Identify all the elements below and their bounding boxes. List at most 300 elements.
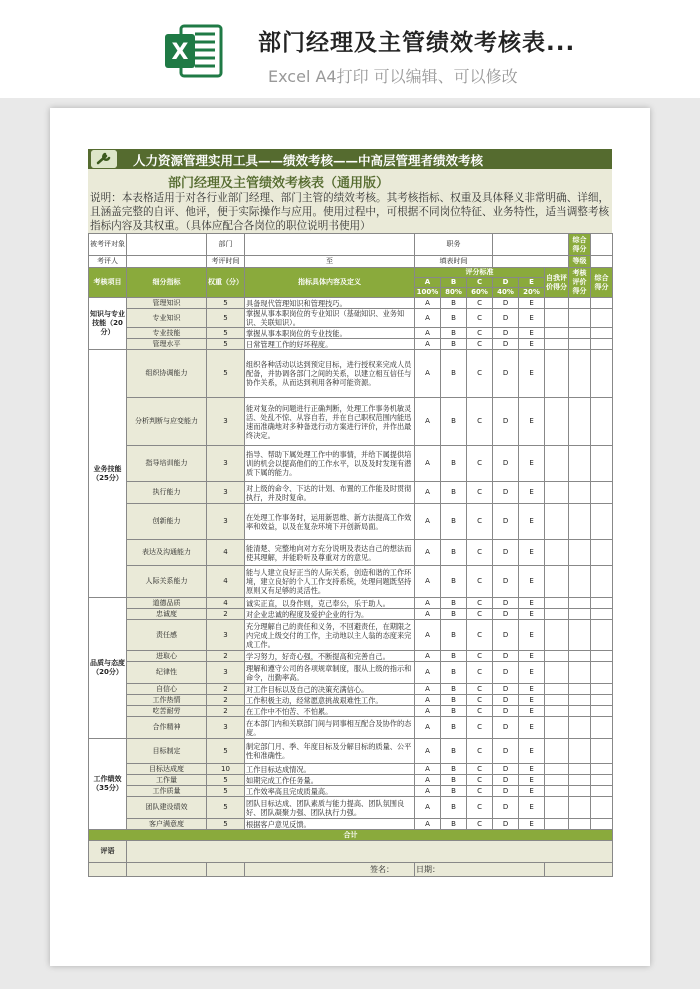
grade-option[interactable]: A <box>415 339 441 350</box>
self-score-cell[interactable] <box>545 398 569 446</box>
indicator-weight: 3 <box>207 504 245 540</box>
grade-option[interactable]: D <box>493 717 519 739</box>
category-cell: 知识与专业技能（20分） <box>89 298 127 350</box>
grade-option[interactable]: B <box>441 504 467 540</box>
indicator-name: 工作热情 <box>127 695 207 706</box>
date-label: 日期： <box>415 863 545 877</box>
self-score-cell[interactable] <box>545 739 569 764</box>
indicator-description: 工作积极主动，经常愿意挑战艰难性工作。 <box>245 695 415 706</box>
grade-option[interactable]: B <box>441 620 467 651</box>
grade-option[interactable]: C <box>467 504 493 540</box>
grade-option[interactable]: D <box>493 398 519 446</box>
table-row <box>89 651 613 662</box>
grade-option[interactable]: E <box>519 298 545 309</box>
evaluator-score-cell[interactable] <box>569 775 591 786</box>
grade-option[interactable]: B <box>441 662 467 684</box>
grade-option[interactable]: B <box>441 651 467 662</box>
table-row <box>89 739 613 764</box>
grade-option[interactable]: D <box>493 764 519 775</box>
grade-option[interactable]: C <box>467 764 493 775</box>
composite-score-cell[interactable] <box>591 786 613 797</box>
grade-option[interactable]: B <box>441 350 467 398</box>
composite-score-cell[interactable] <box>591 328 613 339</box>
self-score-cell[interactable] <box>545 446 569 482</box>
grade-option[interactable]: C <box>467 684 493 695</box>
grade-option[interactable]: A <box>415 298 441 309</box>
evaluator-score-cell[interactable] <box>569 706 591 717</box>
grade-option[interactable]: E <box>519 446 545 482</box>
self-score-cell[interactable] <box>545 504 569 540</box>
self-score-cell[interactable] <box>545 717 569 739</box>
indicator-description: 在工作中不怕苦、不怕累。 <box>245 706 415 717</box>
composite-score-cell[interactable] <box>591 662 613 684</box>
grade-option[interactable]: C <box>467 739 493 764</box>
grade-option[interactable]: D <box>493 504 519 540</box>
self-score-cell[interactable] <box>545 764 569 775</box>
grade-option[interactable]: B <box>441 309 467 328</box>
grade-option[interactable]: A <box>415 764 441 775</box>
composite-score-cell[interactable] <box>591 482 613 504</box>
indicator-description: 在处理工作事务时，运用新思维、新方法提高工作效率和效益，以及在复杂环境下开创新局面。 <box>245 504 415 540</box>
composite-score-cell[interactable] <box>591 309 613 328</box>
grade-option[interactable]: A <box>415 695 441 706</box>
grade-option[interactable]: C <box>467 540 493 566</box>
grade-option[interactable]: B <box>441 717 467 739</box>
category-cell: 业务技能（25分） <box>89 350 127 598</box>
composite-score-cell[interactable] <box>591 350 613 398</box>
grade-option[interactable]: A <box>415 504 441 540</box>
self-score-cell[interactable] <box>545 651 569 662</box>
period-to: 至 <box>245 256 415 268</box>
indicator-description: 指导、帮助下属处理工作中的事情，并给下属提供培训的机会以提高他们的工作水平，以及及时发现有潜质下属的能力。 <box>245 446 415 482</box>
grade-option[interactable]: D <box>493 662 519 684</box>
dept-label: 部门 <box>207 234 245 256</box>
indicator-description: 根据客户意见反馈。 <box>245 819 415 830</box>
composite-score-cell[interactable] <box>591 609 613 620</box>
grade-option[interactable]: D <box>493 350 519 398</box>
composite-score-cell[interactable] <box>591 298 613 309</box>
composite-score-cell[interactable] <box>591 717 613 739</box>
table-row <box>89 598 613 609</box>
grade-option[interactable]: A <box>415 350 441 398</box>
table-row <box>89 328 613 339</box>
grade-option[interactable]: C <box>467 775 493 786</box>
grade-option[interactable]: B <box>441 819 467 830</box>
grade-option[interactable]: A <box>415 398 441 446</box>
grade-option[interactable]: A <box>415 775 441 786</box>
self-score-cell[interactable] <box>545 775 569 786</box>
indicator-description: 诚实正直，以身作则，克己奉公，乐于助人。 <box>245 598 415 609</box>
grade-option[interactable]: D <box>493 739 519 764</box>
evaluator-score-cell[interactable] <box>569 764 591 775</box>
period-label: 考评时间 <box>207 256 245 268</box>
table-row <box>89 684 613 695</box>
grade-option[interactable]: E <box>519 739 545 764</box>
grade-option[interactable]: C <box>467 717 493 739</box>
category-cell: 工作绩效（35分） <box>89 739 127 830</box>
grade-option[interactable]: D <box>493 651 519 662</box>
table-row <box>89 540 613 566</box>
indicator-weight: 10 <box>207 764 245 775</box>
grade-option[interactable]: D <box>493 566 519 598</box>
indicator-weight: 5 <box>207 819 245 830</box>
grade-option[interactable]: C <box>467 328 493 339</box>
grade-option[interactable]: D <box>493 328 519 339</box>
indicator-name: 管理知识 <box>127 298 207 309</box>
evaluator-score-cell[interactable] <box>569 566 591 598</box>
grade-option[interactable]: B <box>441 775 467 786</box>
dept-value[interactable] <box>245 234 415 256</box>
grade-option[interactable]: C <box>467 651 493 662</box>
grade-option[interactable]: C <box>467 398 493 446</box>
evaluator-score-cell[interactable] <box>569 504 591 540</box>
sheet-title: 部门经理及主管绩效考核表（通用版） <box>88 169 612 191</box>
indicator-description: 对工作目标以及自己的决策充满信心。 <box>245 684 415 695</box>
position-value[interactable] <box>493 234 569 256</box>
grade-option[interactable]: D <box>493 620 519 651</box>
composite-score-cell[interactable] <box>591 797 613 819</box>
self-score-cell[interactable] <box>545 609 569 620</box>
grade-option[interactable]: B <box>441 764 467 775</box>
grade-option[interactable]: B <box>441 446 467 482</box>
indicator-name: 客户满意度 <box>127 819 207 830</box>
self-score-cell[interactable] <box>545 797 569 819</box>
indicator-name: 进取心 <box>127 651 207 662</box>
grade-option[interactable]: D <box>493 706 519 717</box>
intro-text: 说明：本表格适用于对各行业部门经理、部门主管的绩效考核。其考核指标、权重及具体释义非常明确、详细，且涵盖完整的自评、他评，便于实际操作与应用。使用过程中，可根据不同岗位特征、业务特性，适当调整考核指标内容及其权重。（具体应配合各岗位的职位说明书使用） <box>88 191 612 233</box>
indicator-name: 忠诚度 <box>127 609 207 620</box>
indicator-weight: 5 <box>207 775 245 786</box>
grade-option[interactable]: B <box>441 398 467 446</box>
evaluator-score-cell[interactable] <box>569 819 591 830</box>
self-score-cell[interactable] <box>545 684 569 695</box>
grade-option[interactable]: C <box>467 446 493 482</box>
grade-option[interactable]: D <box>493 598 519 609</box>
self-score-cell[interactable] <box>545 695 569 706</box>
self-score-cell[interactable] <box>545 706 569 717</box>
grade-option[interactable]: A <box>415 684 441 695</box>
evaluatee-value[interactable] <box>127 234 207 256</box>
table-row <box>89 309 613 328</box>
grade-option[interactable]: D <box>493 775 519 786</box>
composite-score-cell[interactable] <box>591 446 613 482</box>
grade-option[interactable]: D <box>493 786 519 797</box>
comment-area[interactable] <box>127 841 613 863</box>
table-row <box>89 764 613 775</box>
grade-option[interactable]: E <box>519 662 545 684</box>
grade-option[interactable]: C <box>467 695 493 706</box>
evaluator-score-cell[interactable] <box>569 662 591 684</box>
grade-option[interactable]: A <box>415 609 441 620</box>
grade-option[interactable]: E <box>519 775 545 786</box>
grade-option[interactable]: E <box>519 309 545 328</box>
composite-score-cell[interactable] <box>591 706 613 717</box>
grade-option[interactable]: B <box>441 786 467 797</box>
grade-option[interactable]: B <box>441 739 467 764</box>
percent-header: 100% <box>415 288 441 298</box>
table-row <box>89 339 613 350</box>
grade-option[interactable]: D <box>493 339 519 350</box>
grade-header: B <box>441 278 467 288</box>
grade-option[interactable]: A <box>415 598 441 609</box>
evaluator-score-cell[interactable] <box>569 339 591 350</box>
evaluator-score-cell[interactable] <box>569 797 591 819</box>
composite-score-cell[interactable] <box>591 620 613 651</box>
grade-option[interactable]: E <box>519 350 545 398</box>
grade-option[interactable]: A <box>415 739 441 764</box>
self-score-cell[interactable] <box>545 309 569 328</box>
indicator-description: 能与人建立良好正当的人际关系，创造和谐的工作环境，建立良好的个人工作支持系统，处理问题既坚持原则又有足够的灵活性。 <box>245 566 415 598</box>
table-row <box>89 566 613 598</box>
fill-date-label: 填表时间 <box>415 256 493 268</box>
percent-header: 20% <box>519 288 545 298</box>
grade-header: D <box>493 278 519 288</box>
table-row <box>89 398 613 446</box>
table-row <box>89 706 613 717</box>
evaluator-score-cell[interactable] <box>569 350 591 398</box>
excel-icon <box>163 20 225 82</box>
table-row <box>89 298 613 309</box>
evaluator-score-cell[interactable] <box>569 298 591 309</box>
grade-option[interactable]: E <box>519 620 545 651</box>
self-score-cell[interactable] <box>545 786 569 797</box>
grade-option[interactable]: E <box>519 328 545 339</box>
grade-option[interactable]: A <box>415 651 441 662</box>
grade-option[interactable]: A <box>415 309 441 328</box>
grade-option[interactable]: B <box>441 797 467 819</box>
table-row <box>89 350 613 398</box>
grade-option[interactable]: C <box>467 620 493 651</box>
indicator-weight: 5 <box>207 786 245 797</box>
grade-option[interactable]: E <box>519 717 545 739</box>
evaluator-score-cell[interactable] <box>569 609 591 620</box>
grade-option[interactable]: B <box>441 339 467 350</box>
evaluator-score-cell[interactable] <box>569 309 591 328</box>
composite-score-cell[interactable] <box>591 398 613 446</box>
composite-score-cell[interactable] <box>591 598 613 609</box>
evaluator-score-cell[interactable] <box>569 651 591 662</box>
evaluator-score-cell[interactable] <box>569 684 591 695</box>
col-evaluator: 考核评价得分 <box>569 268 591 298</box>
grade-option[interactable]: A <box>415 540 441 566</box>
grade-option[interactable]: A <box>415 706 441 717</box>
grade-option[interactable]: D <box>493 540 519 566</box>
evaluator-value[interactable] <box>127 256 207 268</box>
fill-date-value[interactable] <box>493 256 569 268</box>
evaluator-score-cell[interactable] <box>569 398 591 446</box>
grade-option[interactable]: C <box>467 482 493 504</box>
grade-option[interactable]: A <box>415 328 441 339</box>
composite-score-cell[interactable] <box>591 651 613 662</box>
evaluator-score-cell[interactable] <box>569 739 591 764</box>
indicator-description: 工作效率高且完成质量高。 <box>245 786 415 797</box>
indicator-description: 日常管理工作的好坏程度。 <box>245 339 415 350</box>
indicator-name: 管理水平 <box>127 339 207 350</box>
self-score-cell[interactable] <box>545 339 569 350</box>
grade-option[interactable]: A <box>415 566 441 598</box>
grade-option[interactable]: A <box>415 446 441 482</box>
self-score-cell[interactable] <box>545 328 569 339</box>
grade-option[interactable]: D <box>493 446 519 482</box>
indicator-weight: 4 <box>207 566 245 598</box>
evaluator-score-cell[interactable] <box>569 695 591 706</box>
indicator-description: 学习努力，好奇心强，不断提高和完善自己。 <box>245 651 415 662</box>
composite-score-cell[interactable] <box>591 339 613 350</box>
table-row <box>89 609 613 620</box>
indicator-weight: 5 <box>207 309 245 328</box>
indicator-weight: 3 <box>207 620 245 651</box>
grade-option[interactable]: A <box>415 482 441 504</box>
position-label: 职务 <box>415 234 493 256</box>
evaluator-score-cell[interactable] <box>569 540 591 566</box>
indicator-weight: 5 <box>207 350 245 398</box>
page-subtitle: Excel A4打印 可以编辑、可以修改 <box>268 67 518 86</box>
grade-option[interactable]: D <box>493 695 519 706</box>
evaluator-score-cell[interactable] <box>569 482 591 504</box>
indicator-description: 理解和遵守公司的各项规章制度，服从上级的指示和命令，出勤率高。 <box>245 662 415 684</box>
indicator-name: 专业技能 <box>127 328 207 339</box>
grade-option[interactable]: B <box>441 298 467 309</box>
table-row <box>89 819 613 830</box>
grade-option[interactable]: E <box>519 598 545 609</box>
grade-option[interactable]: B <box>441 684 467 695</box>
grade-option[interactable]: C <box>467 706 493 717</box>
spreadsheet-preview <box>50 108 650 966</box>
grade-option[interactable]: C <box>467 350 493 398</box>
grade-option[interactable]: B <box>441 706 467 717</box>
indicator-description: 能清楚、完整地向对方充分说明及表达自己的想法而使其理解，并能聆听及尊重对方的意见。 <box>245 540 415 566</box>
indicator-name: 创新能力 <box>127 504 207 540</box>
grade-option[interactable]: B <box>441 540 467 566</box>
grade-label: 等级 <box>569 256 591 268</box>
table-row <box>89 775 613 786</box>
indicator-name: 执行能力 <box>127 482 207 504</box>
grade-option[interactable]: C <box>467 339 493 350</box>
evaluator-score-cell[interactable] <box>569 620 591 651</box>
grade-option[interactable]: B <box>441 598 467 609</box>
indicator-name: 表达及沟通能力 <box>127 540 207 566</box>
grade-option[interactable]: E <box>519 819 545 830</box>
self-score-cell[interactable] <box>545 662 569 684</box>
composite-score-cell[interactable] <box>591 504 613 540</box>
indicator-weight: 4 <box>207 540 245 566</box>
grade-option[interactable]: E <box>519 764 545 775</box>
indicator-name: 专业知识 <box>127 309 207 328</box>
indicator-name: 人际关系能力 <box>127 566 207 598</box>
self-score-cell[interactable] <box>545 598 569 609</box>
grade-option[interactable]: E <box>519 706 545 717</box>
grade-value[interactable] <box>591 256 613 268</box>
grade-option[interactable]: A <box>415 620 441 651</box>
indicator-weight: 5 <box>207 739 245 764</box>
grade-option[interactable]: B <box>441 566 467 598</box>
grade-option[interactable]: E <box>519 398 545 446</box>
composite-score-cell[interactable] <box>591 739 613 764</box>
grade-option[interactable]: D <box>493 309 519 328</box>
grade-option[interactable]: A <box>415 662 441 684</box>
composite-score-cell[interactable] <box>591 775 613 786</box>
grade-option[interactable]: B <box>441 482 467 504</box>
grade-option[interactable]: D <box>493 684 519 695</box>
indicator-description: 工作目标达成情况。 <box>245 764 415 775</box>
grade-option[interactable]: D <box>493 482 519 504</box>
composite-score-cell[interactable] <box>591 684 613 695</box>
composite-score-value[interactable] <box>591 234 613 256</box>
indicator-description: 掌握从事本职岗位的专业知识（基础知识、业务知识、关联知识）。 <box>245 309 415 328</box>
grade-option[interactable]: E <box>519 695 545 706</box>
grade-option[interactable]: E <box>519 609 545 620</box>
grade-option[interactable]: E <box>519 482 545 504</box>
grade-option[interactable]: A <box>415 717 441 739</box>
evaluator-score-cell[interactable] <box>569 446 591 482</box>
indicator-description: 掌握从事本职岗位的专业技能。 <box>245 328 415 339</box>
grade-option[interactable]: A <box>415 786 441 797</box>
grade-option[interactable]: E <box>519 797 545 819</box>
signature-label: 签名： <box>245 863 415 877</box>
evaluator-score-cell[interactable] <box>569 598 591 609</box>
grade-option[interactable]: B <box>441 328 467 339</box>
grade-option[interactable]: E <box>519 651 545 662</box>
self-score-cell[interactable] <box>545 540 569 566</box>
evaluator-score-cell[interactable] <box>569 786 591 797</box>
composite-score-cell[interactable] <box>591 540 613 566</box>
self-score-cell[interactable] <box>545 350 569 398</box>
col-composite: 综合得分 <box>591 268 613 298</box>
grade-option[interactable]: C <box>467 786 493 797</box>
indicator-description: 团队目标达成、团队素质与能力提高、团队氛围良好、团队凝聚力强、团队执行力强。 <box>245 797 415 819</box>
self-score-cell[interactable] <box>545 298 569 309</box>
grade-header: E <box>519 278 545 288</box>
grade-option[interactable]: C <box>467 566 493 598</box>
grade-option[interactable]: C <box>467 309 493 328</box>
grade-option[interactable]: D <box>493 797 519 819</box>
indicator-description: 能对复杂的问题进行正确判断，处理工作事务机敏灵活、处乱不惊、从容自若，并在自己职权范围内能迅速而准确地对多种备选行动方案进行评价，并作出最终决定。 <box>245 398 415 446</box>
self-score-cell[interactable] <box>545 566 569 598</box>
grade-option[interactable]: C <box>467 819 493 830</box>
grade-option[interactable]: C <box>467 797 493 819</box>
grade-option[interactable]: C <box>467 609 493 620</box>
grade-option[interactable]: E <box>519 540 545 566</box>
grade-option[interactable]: C <box>467 598 493 609</box>
table-row <box>89 504 613 540</box>
self-score-cell[interactable] <box>545 819 569 830</box>
grade-option[interactable]: A <box>415 819 441 830</box>
grade-option[interactable]: B <box>441 695 467 706</box>
table-row <box>89 482 613 504</box>
composite-score-cell[interactable] <box>591 819 613 830</box>
composite-score-cell[interactable] <box>591 764 613 775</box>
grade-option[interactable]: B <box>441 609 467 620</box>
grade-option[interactable]: C <box>467 662 493 684</box>
grade-option[interactable]: A <box>415 797 441 819</box>
grade-option[interactable]: E <box>519 786 545 797</box>
grade-option[interactable]: E <box>519 339 545 350</box>
composite-score-cell[interactable] <box>591 695 613 706</box>
composite-score-cell[interactable] <box>591 566 613 598</box>
self-score-cell[interactable] <box>545 482 569 504</box>
evaluator-score-cell[interactable] <box>569 717 591 739</box>
grade-option[interactable]: D <box>493 298 519 309</box>
grade-option[interactable]: C <box>467 298 493 309</box>
grade-option[interactable]: E <box>519 504 545 540</box>
grade-option[interactable]: D <box>493 819 519 830</box>
indicator-name: 团队建设绩效 <box>127 797 207 819</box>
evaluator-score-cell[interactable] <box>569 328 591 339</box>
grade-option[interactable]: D <box>493 609 519 620</box>
self-score-cell[interactable] <box>545 620 569 651</box>
grade-option[interactable]: E <box>519 684 545 695</box>
grade-option[interactable]: E <box>519 566 545 598</box>
